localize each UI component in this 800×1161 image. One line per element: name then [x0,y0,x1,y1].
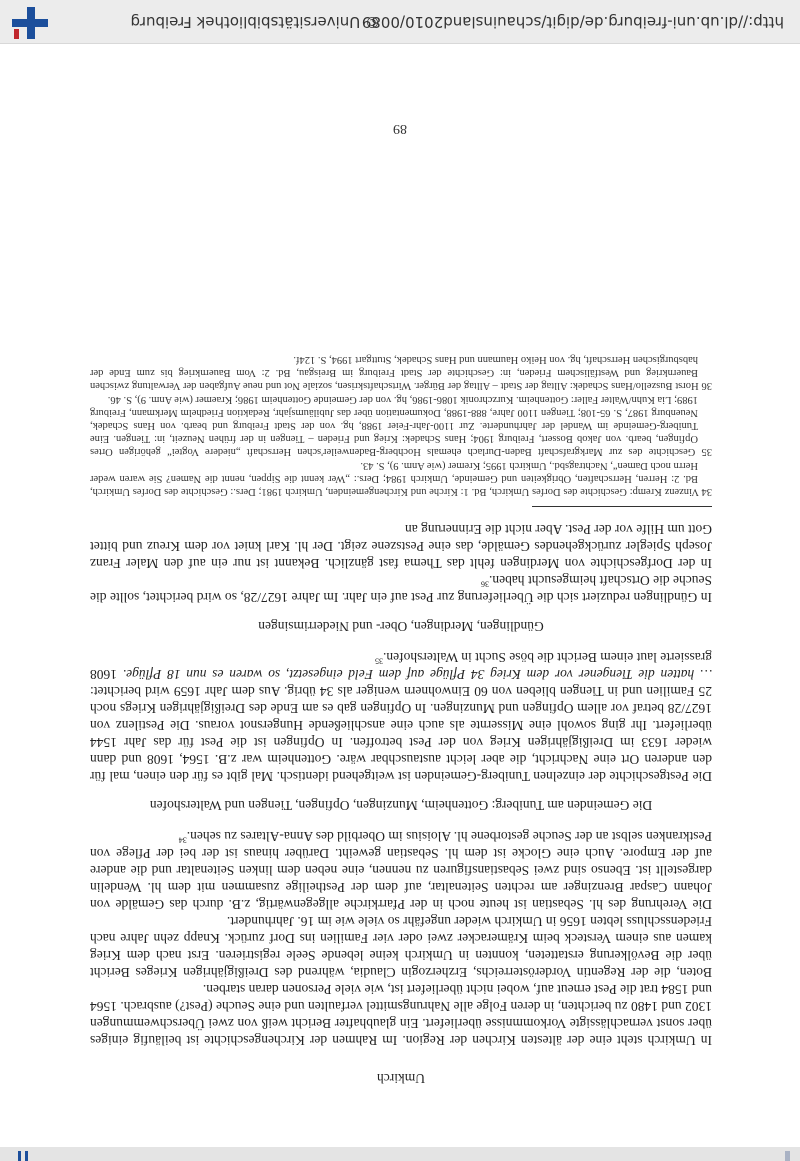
footnote: 34 Vinzenz Kremp: Geschichte des Dorfes Umkirch, Bd. 1: Kirche und Kirchengemeinden, Umkirch 1981; Ders.: Geschichte des Dorfes Umkirch, Bd. 2: Herren, Herrschaften, Obrigkeiten und Gemeinde, Umkirch 1984; Ders.: „Wer kennt die Sippen, nennt die Namen? Sie waren weder Herrn noch Damen“, Nachtragsbd., Umkirch 1995; Kremer (wie Anm. 9), S. 43. [90,459,712,497]
footnote-ref: 36 [480,579,489,589]
footer-copyright: © Universitätsbibliothek Freiburg [130,13,380,31]
paragraph: In Gündlingen reduziert sich die Überlieferung zur Pest auf ein Jahr. Im Jahre 1627/28, so wird berichtet, sollte die Seuche die Ortschaft heimgesucht haben.$^{36}$ [90,573,712,605]
paragraph: Die Verehrung des hl. Sebastian ist heute noch in der Pfarrkirche allgegenwärtig, z.B. durch das Gemälde von Johann Caspar Brenzinger am rechten Seitenaltar, auf dem der Pestheilige zusammen mit dem hl. Wendelin dargestellt ist. Ebenso sind zwei Sebastiansfiguren zu nennen, eine neben dem linken Seitenaltar und die andere auf der Empore. Auch eine Glocke ist dem hl. Sebastian geweiht. Darüber hinaus ist der bei der Pflege von Pestkranken selbst an der Seuche gestorbene hl. Aloisius im Oberbild des Anna-Altares zu sehen.$^{34}$ [90,829,712,912]
italic-quote: … hatten die Tiengener vor dem Krieg 34 Pflüge auf dem Feld eingesetzt, so waren es nun 18 Pflüge. [122,667,712,682]
footnote: 36 Horst Buszello/Hans Schadek: Alltag der Stadt – Alltag der Bürger. Wirtschaftskrisen, soziale Not und neue Aufgaben der Verwaltung zwischen Bauernkrieg und Westfälischem Frieden, in: Geschichte der Stadt Freiburg im Breisgau, Bd. 2: Vom Bauernkrieg bis zum Ende der habsburgischen Herrschaft, hg. von Heiko Haumann und Hans Schadek, Stuttgart 1994, S. 124f. [90,353,712,392]
section-heading: Gündlingen, Merdingen, Ober- und Niederrimsingen [258,619,544,634]
library-logo-icon [12,7,48,39]
paragraph: In Umkirch steht eine der ältesten Kirchen der Region. Im Rahmen der Kirchengeschichte ist beiläufig einiges über sonst vernachlässigte Vorkommnisse überliefert. Ein glaubhafter Bericht weiß von zwei Überschwemmungen 1302 und 1480 zu berichten, in deren Folge alle Nahrungsmittel verfaulten und eine Seuche (Pest?) ausbrach. 1564 und 1584 trat die Pest erneut auf, wobei nicht überliefert ist, wie viele Personen daran starben. [90,982,712,1048]
top-right-logo-fragment [12,1151,30,1161]
footnote-rule [532,506,712,507]
paragraph: Boten, die der Regentin Vorderösterreichs, Erzherzogin Claudia, während des Dreißigjährigen Krieges Bericht über die Bevölkerung erstatteten, konnten in Umkirch keine lebende Seele registrieren. Erst nach dem Krieg kamen aus einem Versteck beim Krämeracker zwei oder vier Familien ins Dorf zurück. Knapp zehn Jahre nach Friedensschluss lebten 1656 in Umkirch wieder ungefähr so viele wie im 16. Jahrhundert. [90,914,712,980]
footer-bar [0,0,800,44]
footnote-ref: 35 [375,656,384,666]
paragraph: Die Pestgeschichte der einzelnen Tuniberg-Gemeinden ist weitgehend identisch. Mal gibt es für den einen, mal für den anderen Ort eine Nachricht, die aber leicht austauschbar wäre. Gottenheim war z.B. 1564, 1608 und dann wieder 1633 im Dreißigjährigen Krieg von der Pest betroffen. In Opfingen ist die Pest für das Jahr 1544 überliefert. Ihr ging sowohl eine Missernte als auch eine anschließende Hungersnot voraus. Die Pestilenz von 1627/28 betraf vor allem Opfingen und Munzingen. In Opfingen gab es am Ende des Dreißigjährigen Kriegs noch 25 Familien und in Tiengen blieben von 60 Einwohnern weniger als 34 übrig. Aus dem Jahr 1659 wird berichtet: … hatten die Tiengener vor dem Krieg 34 Pflüge auf dem Feld eingesetzt, so waren es nun 18 Pflüge. 1608 grassierte laut einem Bericht die böse Sucht in Waltershofen.$^{35}$ [90,650,712,784]
footer-url-link[interactable]: http://dl.ub.uni-freiburg.de/digit/schauinsland2010/0089 [361,13,784,31]
section-heading: Die Gemeinden am Tuniberg: Gottenheim, Munzingen, Opfingen, Tiengen und Waltershofen [149,798,653,813]
top-left-mark [785,1151,790,1161]
footnote-ref: 34 [178,835,187,845]
running-head: Umkirch [377,1071,425,1086]
top-viewer-strip [0,1147,800,1161]
page-content [90,353,712,1086]
paragraph: In der Dorfgeschichte von Merdingen fehlt das Thema fast gänzlich. Bekannt ist nur ein auf den Maler Franz Joseph Spiegler zurückgehendes Gemälde, das eine Pestszene zeigt. Der hl. Karl kniet vor dem Kreuz und bittet Gott um Hilfe vor der Pest. Aber nicht die Erinnerung an [90,522,712,571]
page-number: 89 [393,121,407,136]
footnote: 35 Geschichte des zur Markgrafschaft Baden-Durlach ehemals Hochberg-Badenweiler'schen Herrschaft „niedere Vogtei“ gehörigen Ortes Opfingen, bearb. von Jakob Bossert, Freiburg 1904; Hans Schadek: Krieg und Frieden – Tiengen in der frühen Neuzeit, in: Tiengen. Eine Tuniberg-Gemeinde im Wandel der Jahrhunderte. Zur 1100-Jahr-Feier 1988, hg. von der Stadt Freiburg und bearb. von Hans Schadek, Neuenburg 1987, S. 65-108; Tiengen 1100 Jahre, 888-1988, Dokumentation über das Jubiläumsjahr, Redaktion Friedhelm Merkmann, Freiburg 1989; Lia Kuhn/Walter Faller: Gottenheim. Kurzchronik 1086-1986, hg. von der Gemeinde Gottenheim 1986; Kraemer (wie Anm. 9), S. 46. [90,393,712,458]
